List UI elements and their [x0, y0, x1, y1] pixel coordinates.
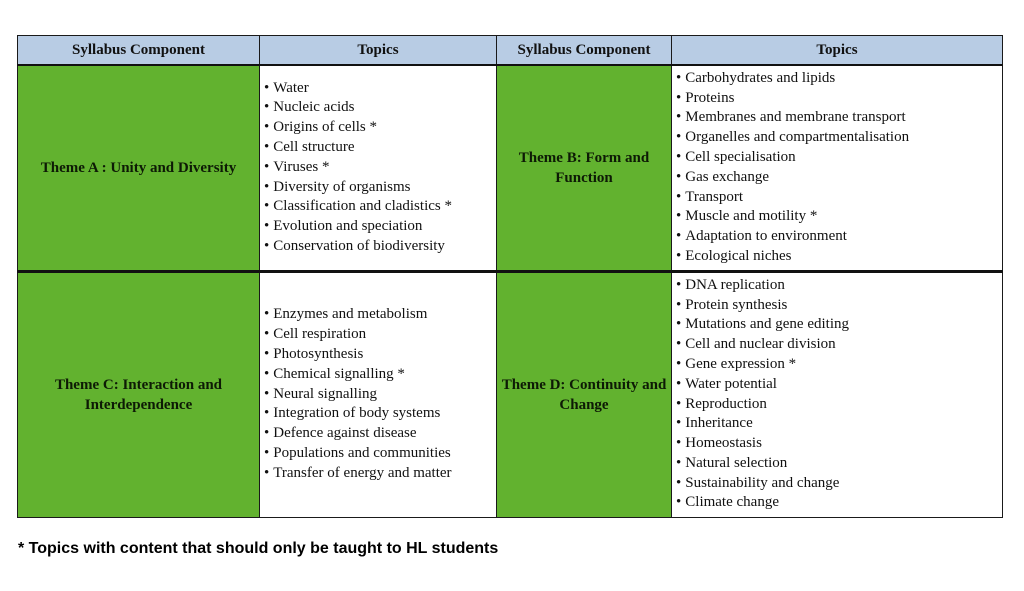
topic-item: • Classification and cladistics *: [264, 197, 496, 217]
topic-item: • Protein synthesis: [676, 296, 1002, 316]
topic-item: • Carbohydrates and lipids: [676, 69, 1002, 89]
theme-c-title: Theme C: Interaction and Interdependence: [18, 271, 260, 517]
header-syllabus-component-1: Syllabus Component: [18, 36, 260, 66]
topic-item: • Defence against disease: [264, 424, 496, 444]
topic-list: [672, 69, 1002, 267]
topic-item: • Nucleic acids: [264, 98, 496, 118]
header-row: [18, 36, 1003, 66]
theme-c-topics: [260, 271, 497, 517]
theme-d-title: Theme D: Continuity and Change: [497, 271, 672, 517]
header-syllabus-component-2: Syllabus Component: [497, 36, 672, 66]
topic-item: • Diversity of organisms: [264, 178, 496, 198]
topic-item: • Neural signalling: [264, 385, 496, 405]
topic-item: • Cell specialisation: [676, 148, 1002, 168]
theme-b-title: Theme B: Form and Function: [497, 65, 672, 271]
topic-item: • Conservation of biodiversity: [264, 237, 496, 257]
topic-item: • Natural selection: [676, 454, 1002, 474]
topic-item: • Cell and nuclear division: [676, 335, 1002, 355]
topic-item: • Chemical signalling *: [264, 365, 496, 385]
theme-a-topics: [260, 65, 497, 271]
topic-item: • DNA replication: [676, 276, 1002, 296]
topic-item: • Proteins: [676, 89, 1002, 109]
header-topics-1: Topics: [260, 36, 497, 66]
topic-item: • Membranes and membrane transport: [676, 108, 1002, 128]
header-topics-2: Topics: [672, 36, 1003, 66]
syllabus-table: [17, 35, 1003, 518]
theme-b-topics: [672, 65, 1003, 271]
topic-item: • Evolution and speciation: [264, 217, 496, 237]
topic-item: • Inheritance: [676, 414, 1002, 434]
topic-item: • Water potential: [676, 375, 1002, 395]
topic-item: • Sustainability and change: [676, 474, 1002, 494]
topic-item: • Ecological niches: [676, 247, 1002, 267]
topic-item: • Water: [264, 79, 496, 99]
topic-item: • Transfer of energy and matter: [264, 464, 496, 484]
topic-item: • Populations and communities: [264, 444, 496, 464]
topic-item: • Origins of cells *: [264, 118, 496, 138]
topic-item: • Adaptation to environment: [676, 227, 1002, 247]
topic-item: • Gene expression *: [676, 355, 1002, 375]
table-row: [18, 65, 1003, 271]
topic-item: • Viruses *: [264, 158, 496, 178]
topic-list: [260, 79, 496, 257]
theme-a-title: Theme A : Unity and Diversity: [18, 65, 260, 271]
topic-item: • Muscle and motility *: [676, 207, 1002, 227]
topic-item: • Homeostasis: [676, 434, 1002, 454]
topic-list: [260, 305, 496, 483]
topic-item: • Integration of body systems: [264, 404, 496, 424]
topic-item: • Reproduction: [676, 395, 1002, 415]
topic-item: • Climate change: [676, 493, 1002, 513]
topic-list: [672, 276, 1002, 514]
topic-item: • Photosynthesis: [264, 345, 496, 365]
theme-d-topics: [672, 271, 1003, 517]
topic-item: • Enzymes and metabolism: [264, 305, 496, 325]
topic-item: • Cell respiration: [264, 325, 496, 345]
hl-footnote: * Topics with content that should only be taught to HL students: [18, 540, 499, 557]
topic-item: • Organelles and compartmentalisation: [676, 128, 1002, 148]
topic-item: • Gas exchange: [676, 168, 1002, 188]
topic-item: • Mutations and gene editing: [676, 315, 1002, 335]
table-row: [18, 271, 1003, 517]
topic-item: • Transport: [676, 188, 1002, 208]
topic-item: • Cell structure: [264, 138, 496, 158]
